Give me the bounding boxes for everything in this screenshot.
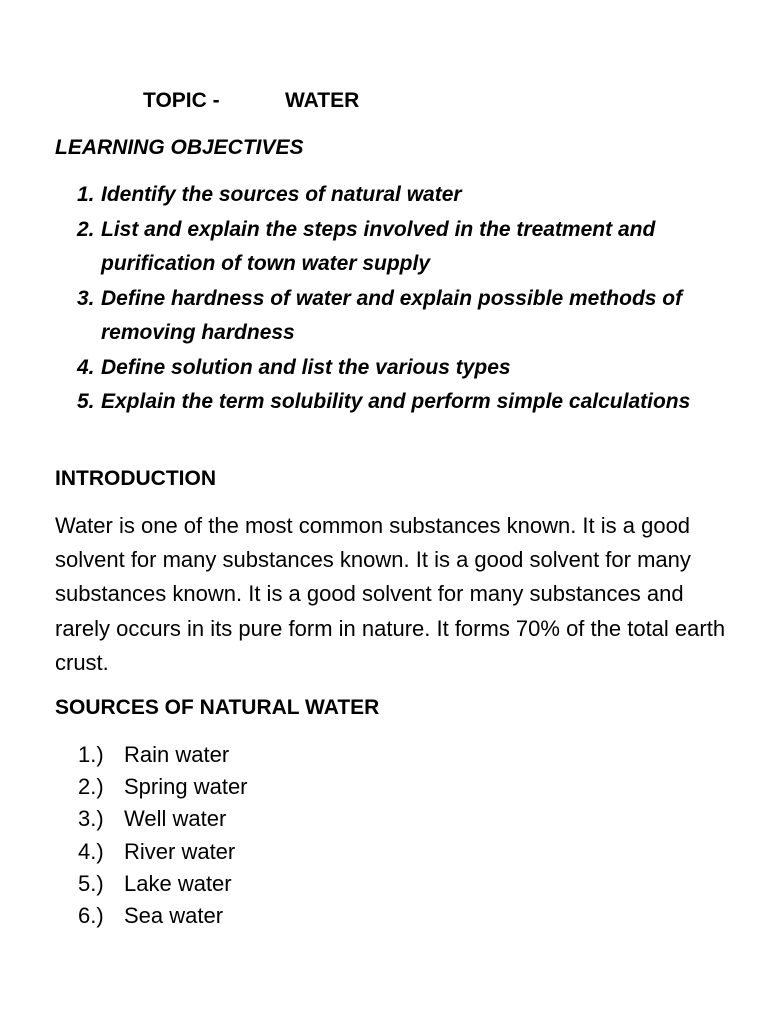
list-item-text: Identify the sources of natural water [101,183,462,206]
list-item-number: 1.) [78,742,104,767]
list-item-text: Rain water [124,742,230,767]
list-item-number: 5. [77,390,95,413]
list-item-number: 1. [77,183,95,206]
list-item-number: 3.) [78,806,104,832]
list-item [55,213,735,282]
list-item-text: Spring water [124,774,248,800]
list-item-text: Explain the term solubility and perform simple calculations [101,390,691,413]
list-item-text: River water [124,838,236,864]
list-item-number: 3. [77,286,95,310]
list-item [55,178,735,213]
list-item-number: 2. [77,217,95,241]
list-item [55,900,555,932]
list-item [55,836,555,868]
list-item-number: 2.) [78,774,104,800]
list-item [55,351,735,386]
list-item-text: List and explain the steps involved in the treatment and purification of town water supply [101,217,656,275]
list-item [55,868,555,900]
list-item-text: Define solution and list the various types [101,355,511,379]
sources-list [55,739,555,932]
learning-objectives-heading: LEARNING OBJECTIVES [55,136,304,159]
topic-line [143,89,360,113]
learning-objectives-list [55,178,735,420]
list-item-number: 5.) [78,870,104,896]
list-item-text: Sea water [124,903,224,929]
topic-value: WATER [285,89,360,112]
introduction-paragraph: Water is one of the most common substances known. It is a good solvent for many substances known. It is a good solvent for many substances known. It is a good solvent for many substances and rarely occurs in its pure form in nature. It forms 70% of the total earth crust. [55,513,726,675]
list-item-text: Lake water [124,870,232,896]
list-item-text: Well water [124,806,227,832]
list-item-number: 4. [77,355,95,379]
introduction-heading: INTRODUCTION [55,467,216,490]
list-item-number: 6.) [78,903,104,929]
sources-heading: SOURCES OF NATURAL WATER [55,696,380,719]
list-item [55,771,555,803]
list-item-text: Define hardness of water and explain possible methods of removing hardness [101,286,683,344]
list-item [55,739,555,771]
list-item-number: 4.) [78,838,104,864]
topic-label: TOPIC - [143,89,220,112]
list-item [55,385,735,420]
list-item [55,282,735,351]
list-item [55,803,555,835]
